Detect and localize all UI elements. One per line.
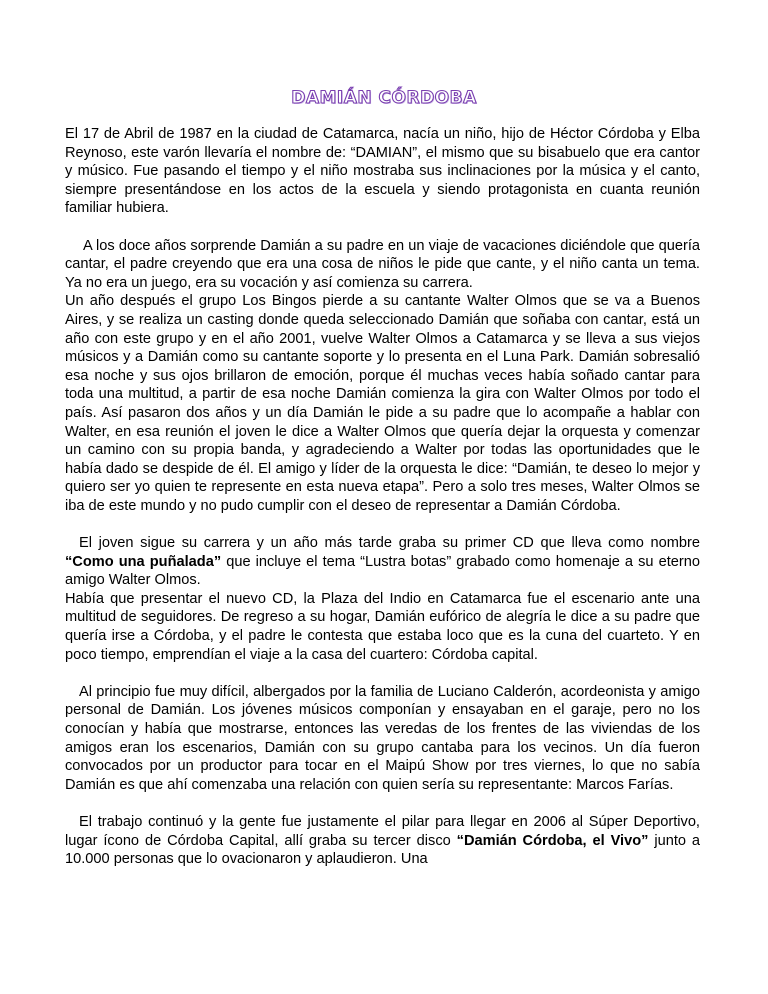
text-run: junto a 10.000 personas que lo ovacionaron y aplaudieron. Una [65,832,701,868]
text-run: El joven sigue su carrera y un año más tarde graba su primer CD que lleva como nombre [79,535,700,552]
document-body [65,125,700,869]
paragraph-vocation: A los doce años sorprende Damián a su padre en un viaje de vacaciones diciéndole que quería cantar, el padre creyendo que era una cosa de niños le pide que cante, y el niño canta un tema. Ya no era un juego, era su vocación y así comienza su carrera. [65,237,700,291]
text-run: que incluye el tema “Lustra botas” grabado como homenaje a su eterno amigo Walter Olmos. [65,553,700,589]
paragraph-los-bingos: Un año después el grupo Los Bingos pierde a su cantante Walter Olmos que se va a Buenos Aires, y se realiza un casting donde queda seleccionado Damián que soñaba con cantar, está un año con este grupo y en el año 2001, vuelve Walter Olmos a Catamarca y se lleva a sus viejos músicos y a Damián como su cantante soporte y lo presenta en el Luna Park. Damián sobresalió esa noche y sus ojos brillaron de emoción, porque él muchas veces había soñado cantar para toda una multitud, a partir de esa noche Damián comienza la gira con Walter Olmos por todo el país. Así pasaron dos años y un día Damián le pide a su padre que lo acompañe a hablar con Walter, en esa reunión el joven le dice a Walter Olmos que quería dejar la orquesta y comenzar un camino con su propia banda, y agradeciendo a Walter por todas las oportunidades que le había dado se despide de él. El amigo y líder de la orquesta le dice: “Damián, te deseo lo mejor y quiero ser yo quien te represente en esta nueva etapa”. Pero a solo tres meses, Walter Olmos se iba de este mundo y no pudo cumplir con el deseo de representar a Damián Córdoba. [65,293,700,514]
paragraph-cordoba-beginnings: Al principio fue muy difícil, albergados por la familia de Luciano Calderón, acordeonista y amigo personal de Damián. Los jóvenes músicos componían y ensayaban en el garaje, pero no los conocían y había que mostrarse, entonces las veredas de los frentes de las viviendas de los amigos eran los escenarios, Damián con su grupo cantaba para los vecinos. Un día fueron convocados por un productor para tocar en el Maipú Show por tres viernes, lo que no sabía Damián es que ahí comenzaba una relación con quien sería su representante: Marcos Farías. [65,683,700,793]
paragraph-plaza-del-indio: Había que presentar el nuevo CD, la Plaza del Indio en Catamarca fue el escenario ante una multitud de seguidores. De regreso a su hogar, Damián eufórico de alegría le dice a su padre que quería irse a Córdoba, y el padre le contesta que estaba loco que es la cuna del cuarteto. Y en poco tiempo, emprendían el viaje a la casa del cuartero: Córdoba capital. [65,590,700,663]
paragraph-first-cd [65,534,700,590]
text-run: El trabajo continuó y la gente fue justamente el pilar para llegar en 2006 al Súper Deportivo, lugar ícono de Córdoba Capital, allí graba su tercer disco [65,813,700,849]
album-title-bold: “Damián Córdoba, el Vivo” [456,832,649,849]
page-title: DAMIÁN CÓRDOBA [291,88,477,108]
paragraph-gap [65,515,700,534]
album-title-bold: “Como una puñalada” [65,553,222,570]
paragraph-birth: El 17 de Abril de 1987 en la ciudad de Catamarca, nacía un niño, hijo de Héctor Córdoba y Elba Reynoso, este varón llevaría el nombre de: “DAMIAN”, el mismo que su bisabuelo que era cantor y músico. Fue pasando el tiempo y el niño mostraba sus inclinaciones por la música y el canto, siempre presentándose en los actos de la escuela y siendo protagonista en cuanta reunión familiar hubiera. [65,126,700,217]
paragraph-super-deportivo [65,813,700,869]
paragraph-gap [65,794,700,813]
paragraph-gap [65,218,700,237]
paragraph-gap [65,664,700,683]
